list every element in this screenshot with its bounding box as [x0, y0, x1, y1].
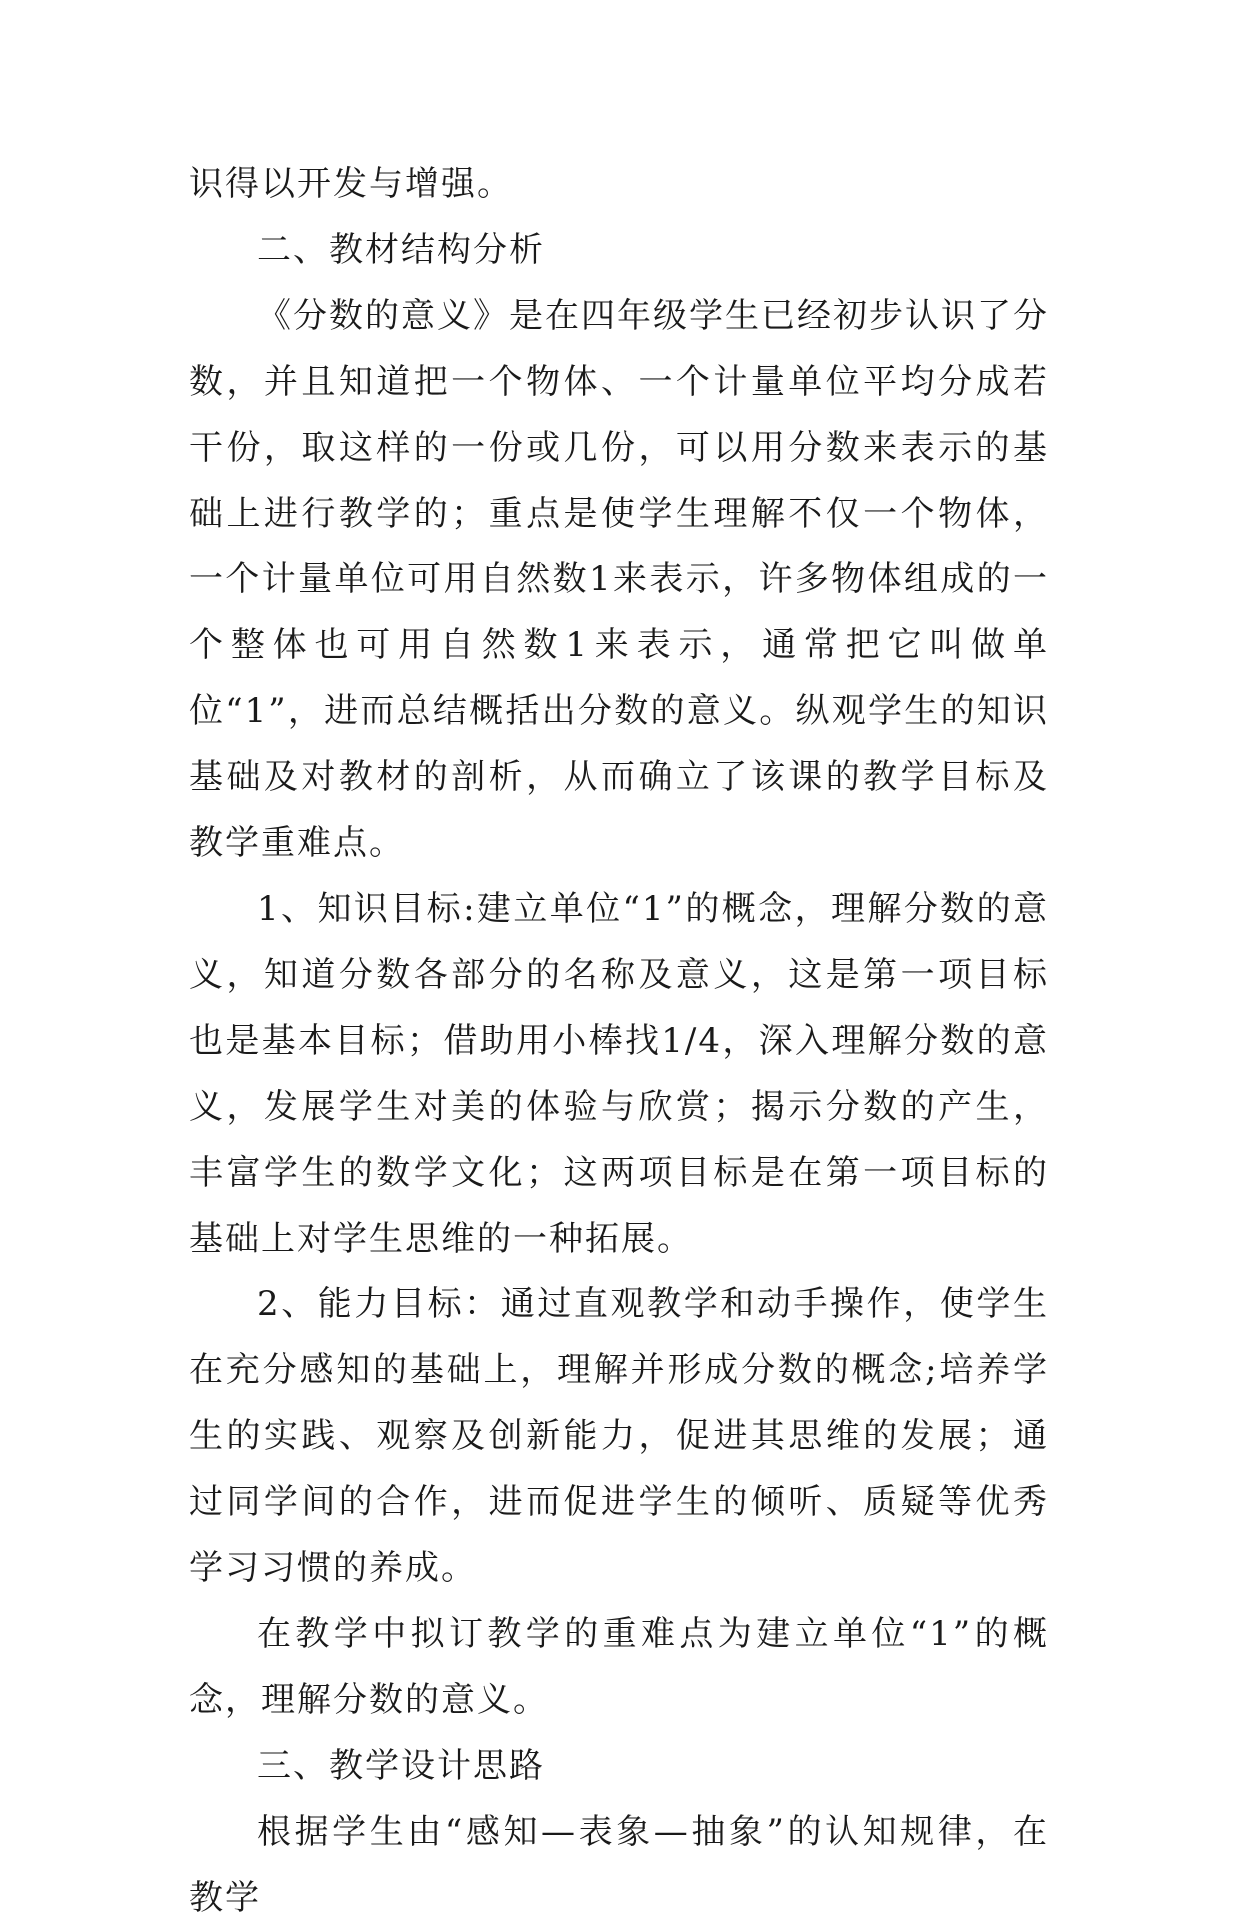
- section-heading-textbook-structure: 二、教材结构分析: [257, 229, 545, 270]
- paragraph-continuation: 识得以开发与增强。: [189, 164, 513, 204]
- paragraph-knowledge-goal: 1、知识目标:建立单位“1”的概念，理解分数的意义，知道分数各部分的名称及意义，这是第一项目标也是基本目标；借助用小棒找1/4，深入理解分数的意义，发展学生对美的体验与欣赏；揭示分数的产生，丰富学生的数学文化；这两项目标是在第一项目标的基础上对学生思维的一种拓展。: [189, 888, 1049, 1259]
- paragraph-ability-goal: 2、能力目标：通过直观教学和动手操作，使学生在充分感知的基础上，理解并形成分数的概念;培养学生的实践、观察及创新能力，促进其思维的发展；通过同学间的合作，进而促进学生的倾听、质疑等优秀学习习惯的养成。: [189, 1284, 1049, 1589]
- paragraph-textbook-analysis: 《分数的意义》是在四年级学生已经初步认识了分数，并且知道把一个物体、一个计量单位平均分成若干份，取这样的一份或几份，可以用分数来表示的基础上进行教学的；重点是使学生理解不仅一个物体，一个计量单位可用自然数1来表示，许多物体组成的一个整体也可用自然数1来表示，通常把它叫做单位“1”，进而总结概括出分数的意义。纵观学生的知识基础及对教材的剖析，从而确立了该课的教学目标及教学重难点。: [189, 295, 1049, 864]
- section-heading-design-approach: 三、教学设计思路: [257, 1745, 545, 1786]
- document-body: [189, 152, 1049, 1931]
- paragraph-design-approach: 根据学生由“感知—表象—抽象”的认知规律，在教学: [189, 1811, 1049, 1918]
- paragraph-key-difficulties: 在教学中拟订教学的重难点为建立单位“1”的概念，理解分数的意义。: [189, 1613, 1049, 1720]
